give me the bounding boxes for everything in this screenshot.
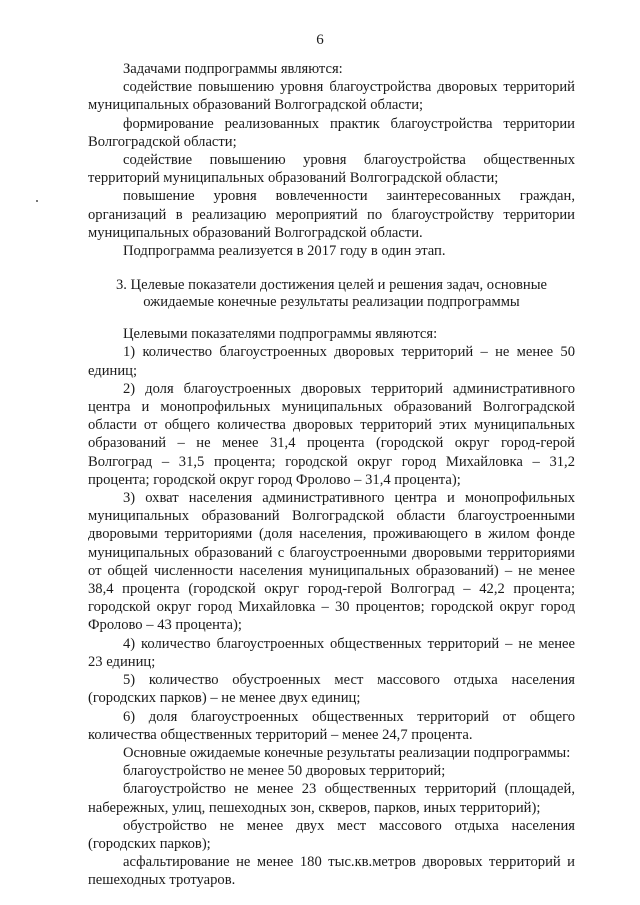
tasks-intro: Задачами подпрограммы являются: bbox=[123, 61, 343, 77]
section-heading-line: ожидаемые конечные результаты реализации подпрограммы bbox=[143, 294, 520, 311]
page-number: 6 bbox=[316, 32, 324, 48]
section-heading-line: 3. Целевые показатели достижения целей и решения задач, основные bbox=[115, 277, 548, 294]
indicator-item: 6) доля благоустроенных общественных территорий от общего количества общественных территорий – менее 24,7 процента. bbox=[88, 708, 575, 743]
task-item: содействие повышению уровня благоустройства дворовых территорий муниципальных образований Волгоградской области; bbox=[88, 79, 575, 114]
indicators-intro: Целевыми показателями подпрограммы являются: bbox=[123, 326, 438, 343]
indicator-item: 3) охват населения административного центра и монопрофильных муниципальных образований Волгоградской области благоустроенными дворовыми территориями (доля населения, проживающего в жилом фонде муниципальных образований с благоустроенными дворовыми территориями от общей численности населения муниципальных образований) – не менее 38,4 процента (городской округ город-герой Волгоград – 42,2 процента; городской округ город Михайловка – 30 процентов; городской округ город Фролово – 43 процента); bbox=[88, 490, 575, 634]
result-item: благоустройство не менее 50 дворовых территорий; bbox=[123, 763, 446, 780]
scan-artifact bbox=[36, 200, 38, 202]
indicator-item: 1) количество благоустроенных дворовых территорий – не менее 50 единиц; bbox=[88, 344, 575, 379]
indicator-item: 5) количество обустроенных мест массового отдыха населения (городских парков) – не менее двух единиц; bbox=[88, 672, 575, 707]
result-item: обустройство не менее двух мест массового отдыха населения (городских парков); bbox=[88, 817, 575, 852]
implementation-period: Подпрограмма реализуется в 2017 году в один этап. bbox=[123, 243, 446, 260]
section-heading bbox=[88, 277, 575, 311]
results-intro: Основные ожидаемые конечные результаты реализации подпрограммы: bbox=[123, 744, 571, 761]
indicator-item: 2) доля благоустроенных дворовых территорий административного центра и монопрофильных муниципальных образований Волгоградской области от общего количества дворовых территорий этих муниципальных образований – не менее 31,4 процента (городской округ город-герой Волгоград – 31,5 процента; городской округ город Михайловка – 31,2 процента; городской округ город Фролово – 31,4 процента); bbox=[88, 380, 575, 488]
task-item: повышение уровня вовлеченности заинтересованных граждан, организаций в реализацию мероприятий по благоустройству территории муниципальных образований Волгоградской области. bbox=[88, 188, 575, 241]
task-item: формирование реализованных практик благоустройства территории Волгоградской области; bbox=[88, 115, 575, 150]
result-item: асфальтирование не менее 180 тыс.кв.метров дворовых территорий и пешеходных тротуаров. bbox=[88, 854, 575, 889]
task-item: содействие повышению уровня благоустройства общественных территорий муниципальных образований Волгоградской области; bbox=[88, 152, 575, 187]
indicator-item: 4) количество благоустроенных общественных территорий – не менее 23 единиц; bbox=[88, 635, 575, 670]
result-item: благоустройство не менее 23 общественных территорий (площадей, набережных, улиц, пешеходных зон, скверов, парков, иных территорий); bbox=[88, 781, 575, 816]
document-body bbox=[88, 60, 575, 890]
